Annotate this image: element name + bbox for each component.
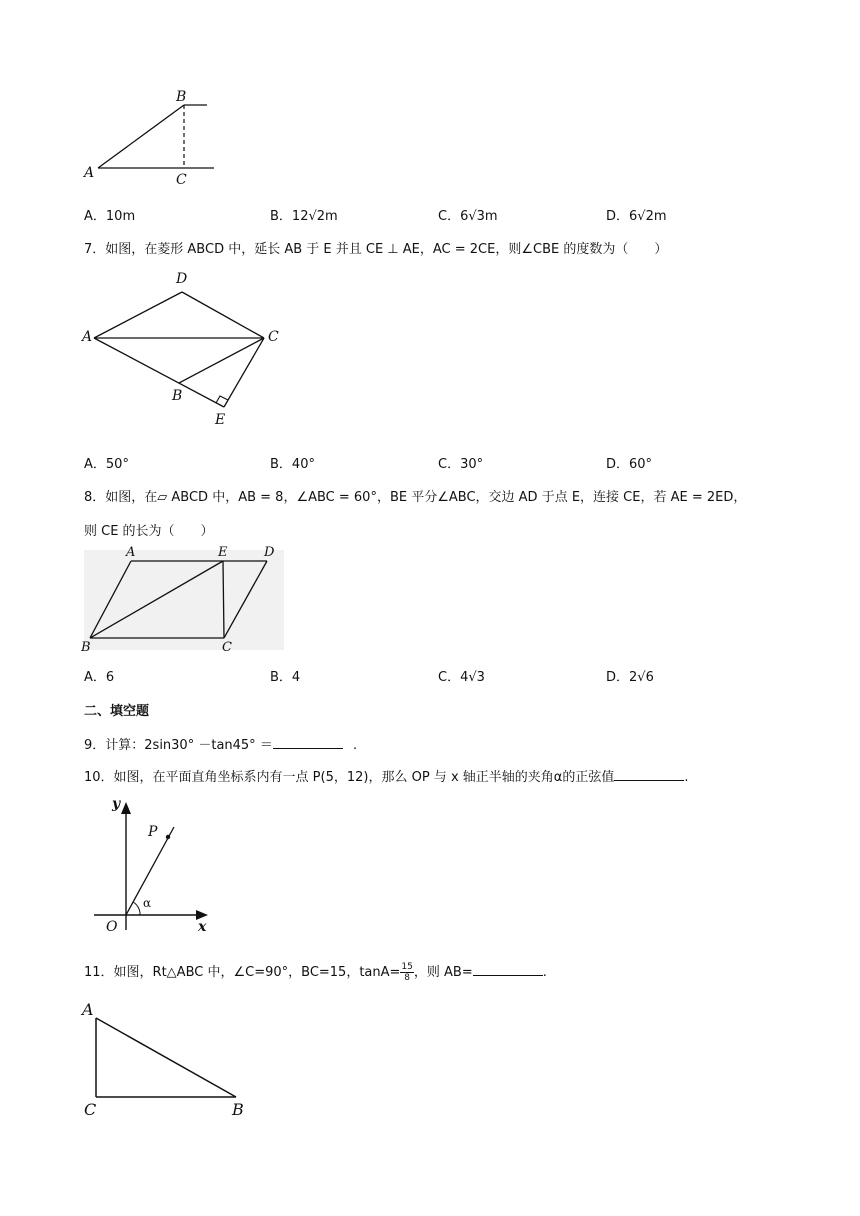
fig10-angle-arc bbox=[133, 902, 140, 915]
q11-answer-blank[interactable] bbox=[473, 962, 543, 976]
q8-figure bbox=[84, 550, 284, 660]
q11-fraction bbox=[400, 962, 413, 983]
frac-numerator: 15 bbox=[401, 962, 413, 972]
option-text: 6 bbox=[105, 670, 115, 685]
q6-option-a[interactable] bbox=[84, 205, 135, 224]
q8-question-line2: 则 CE 的长为（ ） bbox=[84, 524, 214, 539]
fig7-ae bbox=[94, 338, 224, 407]
q8-option-a[interactable] bbox=[84, 666, 114, 685]
q8-option-b[interactable] bbox=[270, 666, 300, 685]
q6-option-d[interactable] bbox=[606, 205, 667, 224]
option-letter: A． bbox=[84, 670, 106, 685]
q9-answer-blank[interactable] bbox=[273, 735, 343, 749]
option-letter: C． bbox=[438, 457, 461, 472]
q9-question bbox=[84, 734, 357, 753]
option-letter: C． bbox=[438, 670, 461, 685]
fig8-label-e: E bbox=[218, 545, 228, 560]
q7-question-text: 7．如图，在菱形 ABCD 中，延长 AB 于 E 并且 CE ⊥ AE，AC = 2CE，则∠CBE 的度数为（ ） bbox=[84, 242, 668, 257]
fig10-y-arrow bbox=[121, 802, 131, 814]
fig10-label-y: y bbox=[112, 796, 121, 812]
fig10-label-alpha: α bbox=[143, 896, 152, 910]
option-letter: C． bbox=[438, 209, 461, 224]
fig8-label-a: A bbox=[126, 545, 136, 560]
q6-option-b[interactable] bbox=[270, 205, 338, 224]
option-letter: A． bbox=[84, 209, 106, 224]
option-letter: D． bbox=[606, 457, 630, 472]
q7-option-b[interactable] bbox=[270, 453, 315, 472]
option-text: 60° bbox=[629, 457, 653, 472]
q7-option-a[interactable] bbox=[84, 453, 129, 472]
q11-text: 11．如图，Rt△ABC 中，∠C=90°，BC=15，tanA= bbox=[84, 965, 401, 980]
fig6-hypotenuse bbox=[98, 105, 184, 168]
option-letter: D． bbox=[606, 209, 630, 224]
frac-denominator: 8 bbox=[404, 973, 411, 983]
fig7-label-e: E bbox=[215, 412, 226, 428]
fig7-dc bbox=[182, 292, 264, 338]
fig10-label-x: x bbox=[198, 919, 207, 935]
q11-tail: . bbox=[542, 965, 547, 980]
fig8-label-c: C bbox=[222, 640, 232, 655]
fig10-point-p bbox=[166, 835, 170, 839]
option-text: 6√3m bbox=[460, 209, 498, 224]
fig7-label-a: A bbox=[82, 329, 93, 345]
q9-tail: . bbox=[352, 738, 358, 753]
fig11-label-b: B bbox=[232, 1100, 244, 1119]
fig6-label-a: A bbox=[84, 165, 95, 181]
q10-question bbox=[84, 766, 688, 785]
fig10-label-p: P bbox=[148, 824, 158, 840]
option-letter: D． bbox=[606, 670, 630, 685]
q8-question-line1: 8．如图，在▱ ABCD 中，AB = 8，∠ABC = 60°，BE 平分∠ABC，交边 AD 于点 E，连接 CE，若 AE = 2ED， bbox=[84, 490, 747, 505]
fig8-background bbox=[84, 550, 284, 650]
q10-text: 10．如图，在平面直角坐标系内有一点 P(5，12)，那么 OP 与 x 轴正半轴的夹角α的正弦值 bbox=[84, 770, 615, 785]
option-letter: B． bbox=[270, 670, 292, 685]
option-text: 12√2m bbox=[291, 209, 338, 224]
fig10-label-o: O bbox=[106, 919, 118, 935]
fig11-label-c: C bbox=[84, 1100, 97, 1119]
option-text: 2√6 bbox=[629, 670, 654, 685]
option-letter: A． bbox=[84, 457, 106, 472]
option-text: 10m bbox=[105, 209, 136, 224]
q8-option-d[interactable] bbox=[606, 666, 654, 685]
fig6-label-c: C bbox=[176, 172, 187, 188]
fig7-ad bbox=[94, 292, 182, 338]
option-text: 40° bbox=[291, 457, 315, 472]
q7-option-c[interactable] bbox=[438, 453, 483, 472]
fig8-label-b: B bbox=[81, 640, 91, 655]
q6-option-c[interactable] bbox=[438, 205, 498, 224]
q11-figure bbox=[90, 1010, 250, 1105]
fig7-label-d: D bbox=[176, 271, 188, 287]
q8-option-c[interactable] bbox=[438, 666, 485, 685]
q7-figure bbox=[80, 268, 290, 428]
option-text: 50° bbox=[105, 457, 129, 472]
option-text: 4 bbox=[291, 670, 301, 685]
q7-option-d[interactable] bbox=[606, 453, 652, 472]
q10-answer-blank[interactable] bbox=[614, 767, 684, 781]
section-title: 二、填空题 bbox=[84, 704, 150, 719]
fig11-label-a: A bbox=[82, 1000, 94, 1019]
q11-question bbox=[84, 961, 547, 983]
q11-text2: ，则 AB= bbox=[413, 965, 473, 980]
fig7-label-c: C bbox=[268, 329, 279, 345]
fig11-ab bbox=[96, 1018, 236, 1097]
fig7-label-b: B bbox=[172, 388, 183, 404]
option-text: 30° bbox=[460, 457, 484, 472]
option-text: 6√2m bbox=[629, 209, 667, 224]
q10-tail: . bbox=[684, 770, 689, 785]
q9-text: 9．计算：2sin30° －tan45° ＝ bbox=[84, 738, 273, 753]
option-letter: B． bbox=[270, 209, 292, 224]
option-letter: B． bbox=[270, 457, 292, 472]
q6-figure bbox=[80, 90, 230, 190]
option-text: 4√3 bbox=[460, 670, 485, 685]
fig6-label-b: B bbox=[176, 89, 187, 105]
fig8-label-d: D bbox=[264, 545, 275, 560]
